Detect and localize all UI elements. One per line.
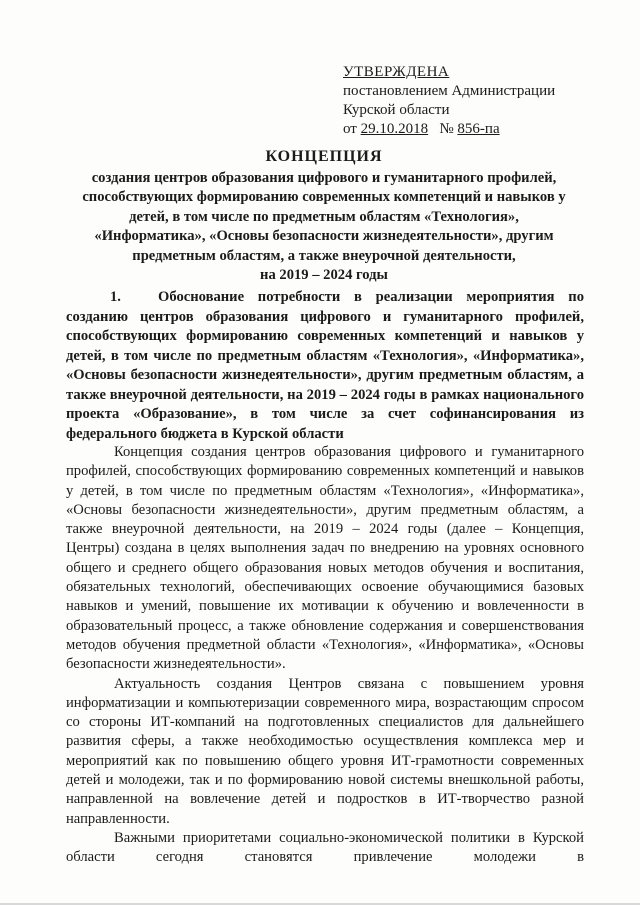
document-body: [66, 443, 584, 868]
document-title-block: [76, 147, 572, 286]
approval-stamp: [343, 63, 555, 139]
approval-line-1: постановлением Администрации: [343, 83, 556, 99]
approval-date: 29.10.2018: [360, 121, 429, 137]
section-heading-text: Обоснование потребности в реализации мероприятия по созданию центров образования цифрового и гуманитарного профилей, способствующих формированию современных компетенций и навыков у детей, в том числе по предметным областям «Технология», «Информатика», «Основы безопасности жизнедеятельности», другим предметным областям, а также внеурочной деятельности, на 2019 – 2024 годы в рамках национального проекта «Образование», в том числе за счет софинансирования из федерального бюджета в Курской области: [66, 289, 584, 442]
paragraph-2: Актуальность создания Центров связана с повышением уровня информатизации и компьютеризации современного мира, возрастающим спросом со стороны ИТ-компаний на подготовленных специалистов для дальнейшего развития сферы, а также необходимостью осуществления комплекса мер и мероприятий как по повышению общего уровня ИТ-грамотности современных детей и молодежи, так и по формированию новой системы внешкольной работы, направленной на вовлечение детей и подростков в ИТ-творчество разной направленности.: [66, 675, 584, 827]
paragraph-3: Важными приоритетами социально-экономической политики в Курской области сегодня становятся привлечение молодежи в: [66, 829, 584, 866]
approval-line-2: Курской области: [343, 102, 450, 118]
document-title: КОНЦЕПЦИЯ: [265, 148, 383, 165]
date-prefix: от: [343, 121, 357, 137]
approval-date-line: [343, 120, 555, 139]
number-prefix: №: [439, 121, 454, 137]
section-number: 1.: [110, 289, 121, 305]
approval-number: 856-па: [457, 121, 500, 137]
document-years: на 2019 – 2024 годы: [260, 267, 388, 283]
section-heading: [66, 288, 584, 444]
approval-heading: УТВЕРЖДЕНА: [343, 64, 450, 80]
paragraph-1: Концепция создания центров образования цифрового и гуманитарного профилей, способствующих формированию современных компетенций и навыков у детей, в том числе по предметным областям «Технология», «Информатика», «Основы безопасности жизнедеятельности», другим предметным областям, а также внеурочной деятельности, на 2019 – 2024 годы (далее – Концепция, Центры) создана в целях выполнения задач по внедрению на уровнях основного общего и среднего общего образования новых методов обучения и воспитания, обязательных технологий, обеспечивающих освоение обучающимися базовых навыков и умений, повышение их мотивации к обучению и вовлеченности в образовательный процесс, а также обновление содержания и совершенствования методов обучения предметной области «Технология», «Информатика», «Основы безопасности жизнедеятельности».: [66, 444, 584, 673]
document-subtitle: создания центров образования цифрового и гуманитарного профилей, способствующих формированию современных компетенций и навыков у детей, в том числе по предметным областям «Технология», «Информатика», «Основы безопасности жизнедеятельности», другим предметным областям, а также внеурочной деятельности,: [82, 169, 566, 264]
